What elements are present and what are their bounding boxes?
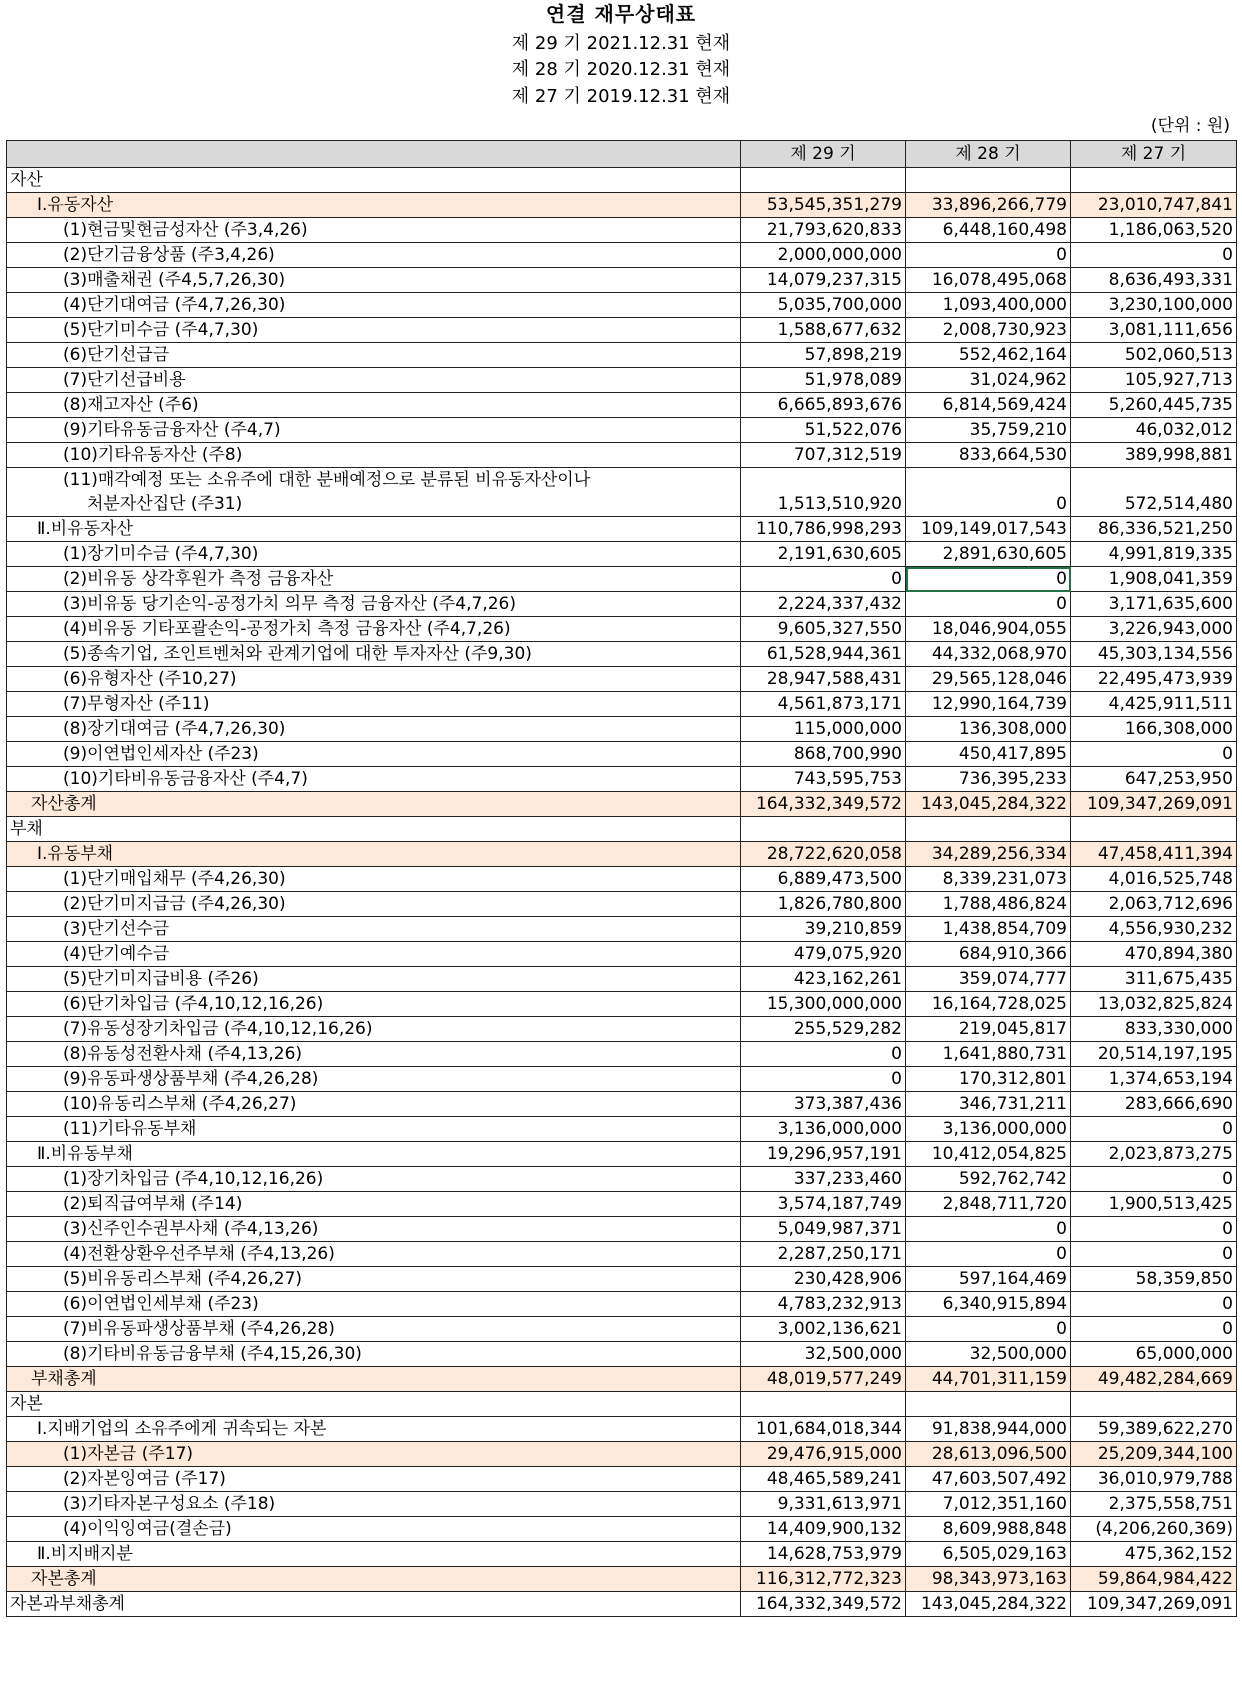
value-cell-29[interactable]: 0 — [741, 1042, 906, 1067]
value-cell-29[interactable]: 116,312,772,323 — [741, 1567, 906, 1592]
value-cell-28[interactable]: 16,078,495,068 — [906, 268, 1071, 293]
table-row — [7, 1517, 1237, 1542]
row-label-cell[interactable]: (2)단기미지급금 (주4,26,30) — [7, 892, 741, 917]
value-cell-27[interactable]: 647,253,950 — [1071, 767, 1237, 792]
table-row — [7, 1142, 1237, 1167]
value-cell-28[interactable]: 450,417,895 — [906, 742, 1071, 767]
value-cell-27[interactable]: 5,260,445,735 — [1071, 393, 1237, 418]
table-row — [7, 567, 1237, 592]
row-label-cell[interactable]: (4)비유동 기타포괄손익-공정가치 측정 금융자산 (주4,7,26) — [7, 617, 741, 642]
row-label-cell[interactable]: (3)신주인수권부사채 (주4,13,26) — [7, 1217, 741, 1242]
value-cell-28[interactable]: 0 — [906, 1217, 1071, 1242]
table-row — [7, 1567, 1237, 1592]
value-cell-27[interactable]: 3,081,111,656 — [1071, 318, 1237, 343]
value-cell-27[interactable]: 109,347,269,091 — [1071, 1592, 1237, 1617]
row-label-cell[interactable]: (6)단기선급금 — [7, 343, 741, 368]
table-row — [7, 1217, 1237, 1242]
table-row — [7, 1292, 1237, 1317]
table-row — [7, 468, 1237, 517]
row-label-cell[interactable]: 자본 — [7, 1392, 741, 1417]
table-row — [7, 318, 1237, 343]
value-cell-27[interactable]: 470,894,380 — [1071, 942, 1237, 967]
value-cell-27[interactable]: 311,675,435 — [1071, 967, 1237, 992]
value-cell-28[interactable]: 592,762,742 — [906, 1167, 1071, 1192]
value-cell-29[interactable]: 32,500,000 — [741, 1342, 906, 1367]
value-cell-28[interactable]: 12,990,164,739 — [906, 692, 1071, 717]
value-cell-29[interactable]: 0 — [741, 567, 906, 592]
value-cell-27[interactable]: 2,375,558,751 — [1071, 1492, 1237, 1517]
value-cell-29[interactable]: 4,561,873,171 — [741, 692, 906, 717]
value-cell-29[interactable]: 479,075,920 — [741, 942, 906, 967]
value-cell-28[interactable]: 0 — [906, 243, 1071, 268]
row-label-cell[interactable]: (11)기타유동부채 — [7, 1117, 741, 1142]
row-label-cell[interactable]: (3)비유동 당기손익-공정가치 의무 측정 금융자산 (주4,7,26) — [7, 592, 741, 617]
table-row — [7, 542, 1237, 567]
table-row — [7, 592, 1237, 617]
value-cell-28[interactable]: 170,312,801 — [906, 1067, 1071, 1092]
value-cell-29[interactable]: 868,700,990 — [741, 742, 906, 767]
value-cell-27[interactable]: 0 — [1071, 1167, 1237, 1192]
value-cell-28[interactable]: 219,045,817 — [906, 1017, 1071, 1042]
value-cell-27[interactable]: 23,010,747,841 — [1071, 193, 1237, 218]
header-row — [7, 141, 1237, 168]
value-cell-27[interactable]: 4,425,911,511 — [1071, 692, 1237, 717]
row-label-cell[interactable] — [7, 468, 741, 517]
value-cell-29[interactable]: 1,513,510,920 — [741, 468, 906, 517]
row-label-cell[interactable]: 자산 — [7, 168, 741, 193]
value-cell-28[interactable]: 136,308,000 — [906, 717, 1071, 742]
value-cell-29[interactable] — [741, 817, 906, 842]
value-cell-29[interactable] — [741, 1392, 906, 1417]
row-label-cell[interactable]: (7)비유동파생상품부채 (주4,26,28) — [7, 1317, 741, 1342]
value-cell-29[interactable]: 51,978,089 — [741, 368, 906, 393]
table-row — [7, 218, 1237, 243]
row-label-cell[interactable]: (5)비유동리스부채 (주4,26,27) — [7, 1267, 741, 1292]
value-cell-27[interactable]: 59,389,622,270 — [1071, 1417, 1237, 1442]
value-cell-28[interactable]: 44,701,311,159 — [906, 1367, 1071, 1392]
value-cell-28[interactable]: 91,838,944,000 — [906, 1417, 1071, 1442]
document-title: 연결 재무상태표 — [545, 2, 697, 26]
value-cell-28[interactable]: 2,008,730,923 — [906, 318, 1071, 343]
table-row — [7, 992, 1237, 1017]
row-label-cell[interactable]: (6)유형자산 (주10,27) — [7, 667, 741, 692]
row-label-cell[interactable]: Ⅱ.비유동부채 — [7, 1142, 741, 1167]
row-label-cell[interactable]: Ⅰ.유동자산 — [7, 193, 741, 218]
table-row — [7, 268, 1237, 293]
value-cell-27[interactable] — [1071, 1392, 1237, 1417]
row-label-cell[interactable]: 부채총계 — [7, 1367, 741, 1392]
value-cell-29[interactable]: 4,783,232,913 — [741, 1292, 906, 1317]
table-row — [7, 767, 1237, 792]
row-label-cell[interactable]: 부채 — [7, 817, 741, 842]
value-cell-27[interactable]: 58,359,850 — [1071, 1267, 1237, 1292]
row-label-cell[interactable]: 자본과부채총계 — [7, 1592, 741, 1617]
unit-label: (단위 : 원) — [1150, 116, 1230, 136]
value-cell-28[interactable]: 143,045,284,322 — [906, 792, 1071, 817]
row-label-cell[interactable]: (4)단기예수금 — [7, 942, 741, 967]
row-label-cell[interactable]: (10)유동리스부채 (주4,26,27) — [7, 1092, 741, 1117]
value-cell-29[interactable]: 28,722,620,058 — [741, 842, 906, 867]
row-label-cell[interactable]: (10)기타유동자산 (주8) — [7, 443, 741, 468]
table-row — [7, 393, 1237, 418]
table-row — [7, 1542, 1237, 1567]
value-cell-28[interactable]: 0 — [906, 592, 1071, 617]
value-cell-27[interactable]: 4,016,525,748 — [1071, 867, 1237, 892]
row-label-cell[interactable]: (1)장기차입금 (주4,10,12,16,26) — [7, 1167, 741, 1192]
row-label-cell[interactable]: (3)기타자본구성요소 (주18) — [7, 1492, 741, 1517]
row-label-line2: 처분자산집단 (주31) — [87, 494, 243, 514]
value-cell-27[interactable]: 109,347,269,091 — [1071, 792, 1237, 817]
balance-sheet-table — [6, 140, 1237, 1617]
table-row — [7, 1392, 1237, 1417]
row-label-cell[interactable]: (4)이익잉여금(결손금) — [7, 1517, 741, 1542]
table-row — [7, 842, 1237, 867]
table-row — [7, 717, 1237, 742]
value-cell-27[interactable]: 475,362,152 — [1071, 1542, 1237, 1567]
value-cell-28[interactable]: 2,848,711,720 — [906, 1192, 1071, 1217]
table-row — [7, 1467, 1237, 1492]
value-cell-27[interactable]: 8,636,493,331 — [1071, 268, 1237, 293]
row-label-cell[interactable]: (9)이연법인세자산 (주23) — [7, 742, 741, 767]
table-row — [7, 243, 1237, 268]
value-cell-27[interactable]: 389,998,881 — [1071, 443, 1237, 468]
period-29: 제 29 기 2021.12.31 현재 — [511, 33, 731, 54]
row-label-cell[interactable]: Ⅰ.지배기업의 소유주에게 귀속되는 자본 — [7, 1417, 741, 1442]
table-row — [7, 917, 1237, 942]
value-cell-29[interactable]: 230,428,906 — [741, 1267, 906, 1292]
value-cell-29[interactable]: 164,332,349,572 — [741, 1592, 906, 1617]
row-label-cell[interactable]: (3)단기선수금 — [7, 917, 741, 942]
value-cell-28[interactable]: 8,609,988,848 — [906, 1517, 1071, 1542]
value-cell-27[interactable]: 45,303,134,556 — [1071, 642, 1237, 667]
row-label-cell[interactable]: (6)단기차입금 (주4,10,12,16,26) — [7, 992, 741, 1017]
row-label-cell[interactable]: (2)비유동 상각후원가 측정 금융자산 — [7, 567, 741, 592]
value-cell-27[interactable]: 502,060,513 — [1071, 343, 1237, 368]
value-cell-29[interactable]: 48,019,577,249 — [741, 1367, 906, 1392]
value-cell-29[interactable]: 57,898,219 — [741, 343, 906, 368]
value-cell-28[interactable]: 1,641,880,731 — [906, 1042, 1071, 1067]
value-cell-29[interactable]: 6,665,893,676 — [741, 393, 906, 418]
row-label-cell[interactable]: (5)단기미수금 (주4,7,30) — [7, 318, 741, 343]
value-cell-28[interactable]: 10,412,054,825 — [906, 1142, 1071, 1167]
period-27: 제 27 기 2019.12.31 현재 — [511, 86, 731, 107]
value-cell-28[interactable]: 143,045,284,322 — [906, 1592, 1071, 1617]
row-label-cell[interactable]: (5)단기미지급비용 (주26) — [7, 967, 741, 992]
value-cell-28[interactable] — [906, 817, 1071, 842]
table-row — [7, 742, 1237, 767]
value-cell-28[interactable]: 16,164,728,025 — [906, 992, 1071, 1017]
value-cell-27[interactable] — [1071, 817, 1237, 842]
value-cell-29[interactable]: 337,233,460 — [741, 1167, 906, 1192]
value-cell-27[interactable]: 0 — [1071, 243, 1237, 268]
value-cell-27[interactable]: 833,330,000 — [1071, 1017, 1237, 1042]
table-row — [7, 867, 1237, 892]
value-cell-29[interactable]: 6,889,473,500 — [741, 867, 906, 892]
value-cell-29[interactable]: 707,312,519 — [741, 443, 906, 468]
table-row — [7, 1342, 1237, 1367]
value-cell-27[interactable]: 166,308,000 — [1071, 717, 1237, 742]
value-cell-28[interactable]: 597,164,469 — [906, 1267, 1071, 1292]
table-row — [7, 1317, 1237, 1342]
value-cell-28[interactable]: 1,093,400,000 — [906, 293, 1071, 318]
value-cell-28[interactable]: 346,731,211 — [906, 1092, 1071, 1117]
value-cell-29[interactable]: 164,332,349,572 — [741, 792, 906, 817]
value-cell-28[interactable]: 33,896,266,779 — [906, 193, 1071, 218]
table-row — [7, 667, 1237, 692]
value-cell-29[interactable]: 2,287,250,171 — [741, 1242, 906, 1267]
value-cell-29[interactable]: 101,684,018,344 — [741, 1417, 906, 1442]
header-cell-29[interactable]: 제 29 기 — [741, 141, 906, 168]
value-cell-29[interactable]: 21,793,620,833 — [741, 218, 906, 243]
table-row — [7, 967, 1237, 992]
table-row — [7, 1067, 1237, 1092]
value-cell-29[interactable]: 14,079,237,315 — [741, 268, 906, 293]
value-cell-29[interactable]: 0 — [741, 1067, 906, 1092]
value-cell-27[interactable]: 1,374,653,194 — [1071, 1067, 1237, 1092]
value-cell-28[interactable]: 6,448,160,498 — [906, 218, 1071, 243]
header-cell-label[interactable] — [7, 141, 741, 168]
value-cell-29[interactable]: 2,000,000,000 — [741, 243, 906, 268]
value-cell-27[interactable]: 3,226,943,000 — [1071, 617, 1237, 642]
value-cell-28[interactable]: 2,891,630,605 — [906, 542, 1071, 567]
table-row — [7, 1192, 1237, 1217]
value-cell-28[interactable]: 6,340,915,894 — [906, 1292, 1071, 1317]
row-label-cell[interactable]: (1)단기매입채무 (주4,26,30) — [7, 867, 741, 892]
value-cell-29[interactable]: 15,300,000,000 — [741, 992, 906, 1017]
value-cell-29[interactable]: 29,476,915,000 — [741, 1442, 906, 1467]
row-label-cell[interactable]: Ⅱ.비유동자산 — [7, 517, 741, 542]
row-label-cell[interactable]: (9)기타유동금융자산 (주4,7) — [7, 418, 741, 443]
value-cell-27[interactable]: 2,023,873,275 — [1071, 1142, 1237, 1167]
value-cell-29[interactable]: 110,786,998,293 — [741, 517, 906, 542]
table-row — [7, 892, 1237, 917]
period-28: 제 28 기 2020.12.31 현재 — [511, 59, 731, 80]
value-cell-27[interactable] — [1071, 168, 1237, 193]
row-label-cell[interactable]: (7)무형자산 (주11) — [7, 692, 741, 717]
value-cell-29[interactable]: 1,826,780,800 — [741, 892, 906, 917]
value-cell-28[interactable]: 3,136,000,000 — [906, 1117, 1071, 1142]
table-row — [7, 517, 1237, 542]
table-row — [7, 343, 1237, 368]
value-cell-28[interactable]: 0 — [906, 1242, 1071, 1267]
value-cell-27[interactable]: 20,514,197,195 — [1071, 1042, 1237, 1067]
row-label-cell[interactable]: (1)자본금 (주17) — [7, 1442, 741, 1467]
value-cell-27[interactable]: 1,186,063,520 — [1071, 218, 1237, 243]
value-cell-28[interactable] — [906, 1392, 1071, 1417]
value-cell-27[interactable]: 13,032,825,824 — [1071, 992, 1237, 1017]
value-cell-28[interactable]: 1,438,854,709 — [906, 917, 1071, 942]
value-cell-27[interactable]: 65,000,000 — [1071, 1342, 1237, 1367]
row-label-cell[interactable]: Ⅰ.유동부채 — [7, 842, 741, 867]
row-label-cell[interactable]: (2)단기금융상품 (주3,4,26) — [7, 243, 741, 268]
value-cell-29[interactable]: 255,529,282 — [741, 1017, 906, 1042]
row-label-cell[interactable]: (1)현금및현금성자산 (주3,4,26) — [7, 218, 741, 243]
value-cell-28[interactable]: 34,289,256,334 — [906, 842, 1071, 867]
value-cell-27[interactable]: 4,556,930,232 — [1071, 917, 1237, 942]
value-cell-28[interactable]: 736,395,233 — [906, 767, 1071, 792]
value-cell-28[interactable]: 29,565,128,046 — [906, 667, 1071, 692]
value-cell-27[interactable]: 0 — [1071, 1292, 1237, 1317]
value-cell-28[interactable]: 552,462,164 — [906, 343, 1071, 368]
value-cell-28[interactable]: 35,759,210 — [906, 418, 1071, 443]
row-label-cell[interactable]: (4)단기대여금 (주4,7,26,30) — [7, 293, 741, 318]
value-cell-27[interactable]: 3,171,635,600 — [1071, 592, 1237, 617]
value-cell-28[interactable]: 7,012,351,160 — [906, 1492, 1071, 1517]
value-cell-27[interactable]: 36,010,979,788 — [1071, 1467, 1237, 1492]
value-cell-27[interactable]: (4,206,260,369) — [1071, 1517, 1237, 1542]
row-label-cell[interactable]: (1)장기미수금 (주4,7,30) — [7, 542, 741, 567]
value-cell-28[interactable] — [906, 168, 1071, 193]
value-cell-27[interactable]: 49,482,284,669 — [1071, 1367, 1237, 1392]
table-row — [7, 1117, 1237, 1142]
table-row — [7, 193, 1237, 218]
value-cell-27[interactable]: 3,230,100,000 — [1071, 293, 1237, 318]
value-cell-29[interactable] — [741, 168, 906, 193]
value-cell-29[interactable]: 2,191,630,605 — [741, 542, 906, 567]
table-row — [7, 168, 1237, 193]
table-row — [7, 942, 1237, 967]
value-cell-29[interactable]: 743,595,753 — [741, 767, 906, 792]
value-cell-27[interactable]: 25,209,344,100 — [1071, 1442, 1237, 1467]
value-cell-28[interactable]: 0 — [906, 468, 1071, 517]
row-label-cell[interactable]: (6)이연법인세부채 (주23) — [7, 1292, 741, 1317]
value-cell-29[interactable]: 48,465,589,241 — [741, 1467, 906, 1492]
table-row — [7, 642, 1237, 667]
table-row — [7, 1417, 1237, 1442]
value-cell-27[interactable]: 572,514,480 — [1071, 468, 1237, 517]
row-label-cell[interactable]: (5)종속기업, 조인트벤처와 관계기업에 대한 투자자산 (주9,30) — [7, 642, 741, 667]
table-row — [7, 1042, 1237, 1067]
row-label-cell[interactable]: 자본총계 — [7, 1567, 741, 1592]
row-label-line1: (11)매각예정 또는 소유주에 대한 분배예정으로 분류된 비유동자산이나 — [63, 470, 591, 490]
value-cell-27[interactable]: 0 — [1071, 1242, 1237, 1267]
table-row — [7, 1242, 1237, 1267]
table-row — [7, 1367, 1237, 1392]
value-cell-27[interactable]: 0 — [1071, 1317, 1237, 1342]
value-cell-29[interactable]: 19,296,957,191 — [741, 1142, 906, 1167]
row-label-cell[interactable]: (4)전환상환우선주부채 (주4,13,26) — [7, 1242, 741, 1267]
table-row — [7, 443, 1237, 468]
table-row — [7, 1442, 1237, 1467]
value-cell-28[interactable]: 0 — [906, 1317, 1071, 1342]
value-cell-27[interactable]: 59,864,984,422 — [1071, 1567, 1237, 1592]
value-cell-28[interactable]: 18,046,904,055 — [906, 617, 1071, 642]
row-label-cell[interactable]: (9)유동파생상품부채 (주4,26,28) — [7, 1067, 741, 1092]
table-row — [7, 418, 1237, 443]
row-label-cell[interactable]: (3)매출채권 (주4,5,7,26,30) — [7, 268, 741, 293]
value-cell-27[interactable]: 4,991,819,335 — [1071, 542, 1237, 567]
value-cell-29[interactable]: 28,947,588,431 — [741, 667, 906, 692]
table-row — [7, 1167, 1237, 1192]
table-row — [7, 1592, 1237, 1617]
value-cell-29[interactable]: 5,035,700,000 — [741, 293, 906, 318]
value-cell-29[interactable]: 9,605,327,550 — [741, 617, 906, 642]
value-cell-27[interactable]: 86,336,521,250 — [1071, 517, 1237, 542]
value-cell-29[interactable]: 1,588,677,632 — [741, 318, 906, 343]
table-row — [7, 1492, 1237, 1517]
table-row — [7, 792, 1237, 817]
value-cell-28[interactable]: 31,024,962 — [906, 368, 1071, 393]
value-cell-29[interactable]: 373,387,436 — [741, 1092, 906, 1117]
value-cell-27[interactable]: 2,063,712,696 — [1071, 892, 1237, 917]
row-label-cell[interactable]: (8)재고자산 (주6) — [7, 393, 741, 418]
table-row — [7, 1092, 1237, 1117]
value-cell-28[interactable]: 109,149,017,543 — [906, 517, 1071, 542]
value-cell-29[interactable]: 61,528,944,361 — [741, 642, 906, 667]
value-cell-28[interactable]: 6,814,569,424 — [906, 393, 1071, 418]
value-cell-28[interactable]: 44,332,068,970 — [906, 642, 1071, 667]
value-cell-29[interactable]: 9,331,613,971 — [741, 1492, 906, 1517]
row-label-cell[interactable]: (8)기타비유동금융부채 (주4,15,26,30) — [7, 1342, 741, 1367]
value-cell-28[interactable]: 6,505,029,163 — [906, 1542, 1071, 1567]
table-row — [7, 1267, 1237, 1292]
table-row — [7, 817, 1237, 842]
value-cell-27[interactable]: 0 — [1071, 742, 1237, 767]
value-cell-28[interactable]: 684,910,366 — [906, 942, 1071, 967]
row-label-cell[interactable]: (2)자본잉여금 (주17) — [7, 1467, 741, 1492]
header-cell-28[interactable]: 제 28 기 — [906, 141, 1071, 168]
value-cell-29[interactable]: 423,162,261 — [741, 967, 906, 992]
value-cell-28[interactable]: 0 — [906, 567, 1071, 592]
value-cell-28[interactable]: 833,664,530 — [906, 443, 1071, 468]
value-cell-29[interactable]: 14,628,753,979 — [741, 1542, 906, 1567]
row-label-cell[interactable]: (7)유동성장기차입금 (주4,10,12,16,26) — [7, 1017, 741, 1042]
value-cell-28[interactable]: 47,603,507,492 — [906, 1467, 1071, 1492]
value-cell-28[interactable]: 32,500,000 — [906, 1342, 1071, 1367]
value-cell-29[interactable]: 3,136,000,000 — [741, 1117, 906, 1142]
table-row — [7, 692, 1237, 717]
value-cell-29[interactable]: 14,409,900,132 — [741, 1517, 906, 1542]
row-label-cell[interactable]: (7)단기선급비용 — [7, 368, 741, 393]
row-label-cell[interactable]: Ⅱ.비지배지분 — [7, 1542, 741, 1567]
value-cell-29[interactable]: 3,574,187,749 — [741, 1192, 906, 1217]
row-label-cell[interactable]: (2)퇴직급여부채 (주14) — [7, 1192, 741, 1217]
value-cell-27[interactable]: 105,927,713 — [1071, 368, 1237, 393]
table-row — [7, 1017, 1237, 1042]
row-label-cell[interactable]: (10)기타비유동금융자산 (주4,7) — [7, 767, 741, 792]
value-cell-29[interactable]: 3,002,136,621 — [741, 1317, 906, 1342]
value-cell-28[interactable]: 98,343,973,163 — [906, 1567, 1071, 1592]
value-cell-27[interactable]: 1,908,041,359 — [1071, 567, 1237, 592]
table-row — [7, 293, 1237, 318]
header-cell-27[interactable]: 제 27 기 — [1071, 141, 1237, 168]
value-cell-28[interactable]: 28,613,096,500 — [906, 1442, 1071, 1467]
value-cell-27[interactable]: 0 — [1071, 1217, 1237, 1242]
value-cell-29[interactable]: 2,224,337,432 — [741, 592, 906, 617]
row-label-cell[interactable]: (8)유동성전환사채 (주4,13,26) — [7, 1042, 741, 1067]
table-row — [7, 368, 1237, 393]
row-label-cell[interactable]: (8)장기대여금 (주4,7,26,30) — [7, 717, 741, 742]
value-cell-28[interactable]: 1,788,486,824 — [906, 892, 1071, 917]
value-cell-27[interactable]: 1,900,513,425 — [1071, 1192, 1237, 1217]
value-cell-28[interactable]: 359,074,777 — [906, 967, 1071, 992]
value-cell-28[interactable]: 8,339,231,073 — [906, 867, 1071, 892]
value-cell-29[interactable]: 53,545,351,279 — [741, 193, 906, 218]
value-cell-29[interactable]: 51,522,076 — [741, 418, 906, 443]
value-cell-27[interactable]: 47,458,411,394 — [1071, 842, 1237, 867]
value-cell-29[interactable]: 5,049,987,371 — [741, 1217, 906, 1242]
value-cell-27[interactable]: 46,032,012 — [1071, 418, 1237, 443]
row-label-cell[interactable]: 자산총계 — [7, 792, 741, 817]
value-cell-27[interactable]: 0 — [1071, 1117, 1237, 1142]
table-row — [7, 617, 1237, 642]
value-cell-27[interactable]: 22,495,473,939 — [1071, 667, 1237, 692]
value-cell-29[interactable]: 115,000,000 — [741, 717, 906, 742]
value-cell-27[interactable]: 283,666,690 — [1071, 1092, 1237, 1117]
value-cell-29[interactable]: 39,210,859 — [741, 917, 906, 942]
